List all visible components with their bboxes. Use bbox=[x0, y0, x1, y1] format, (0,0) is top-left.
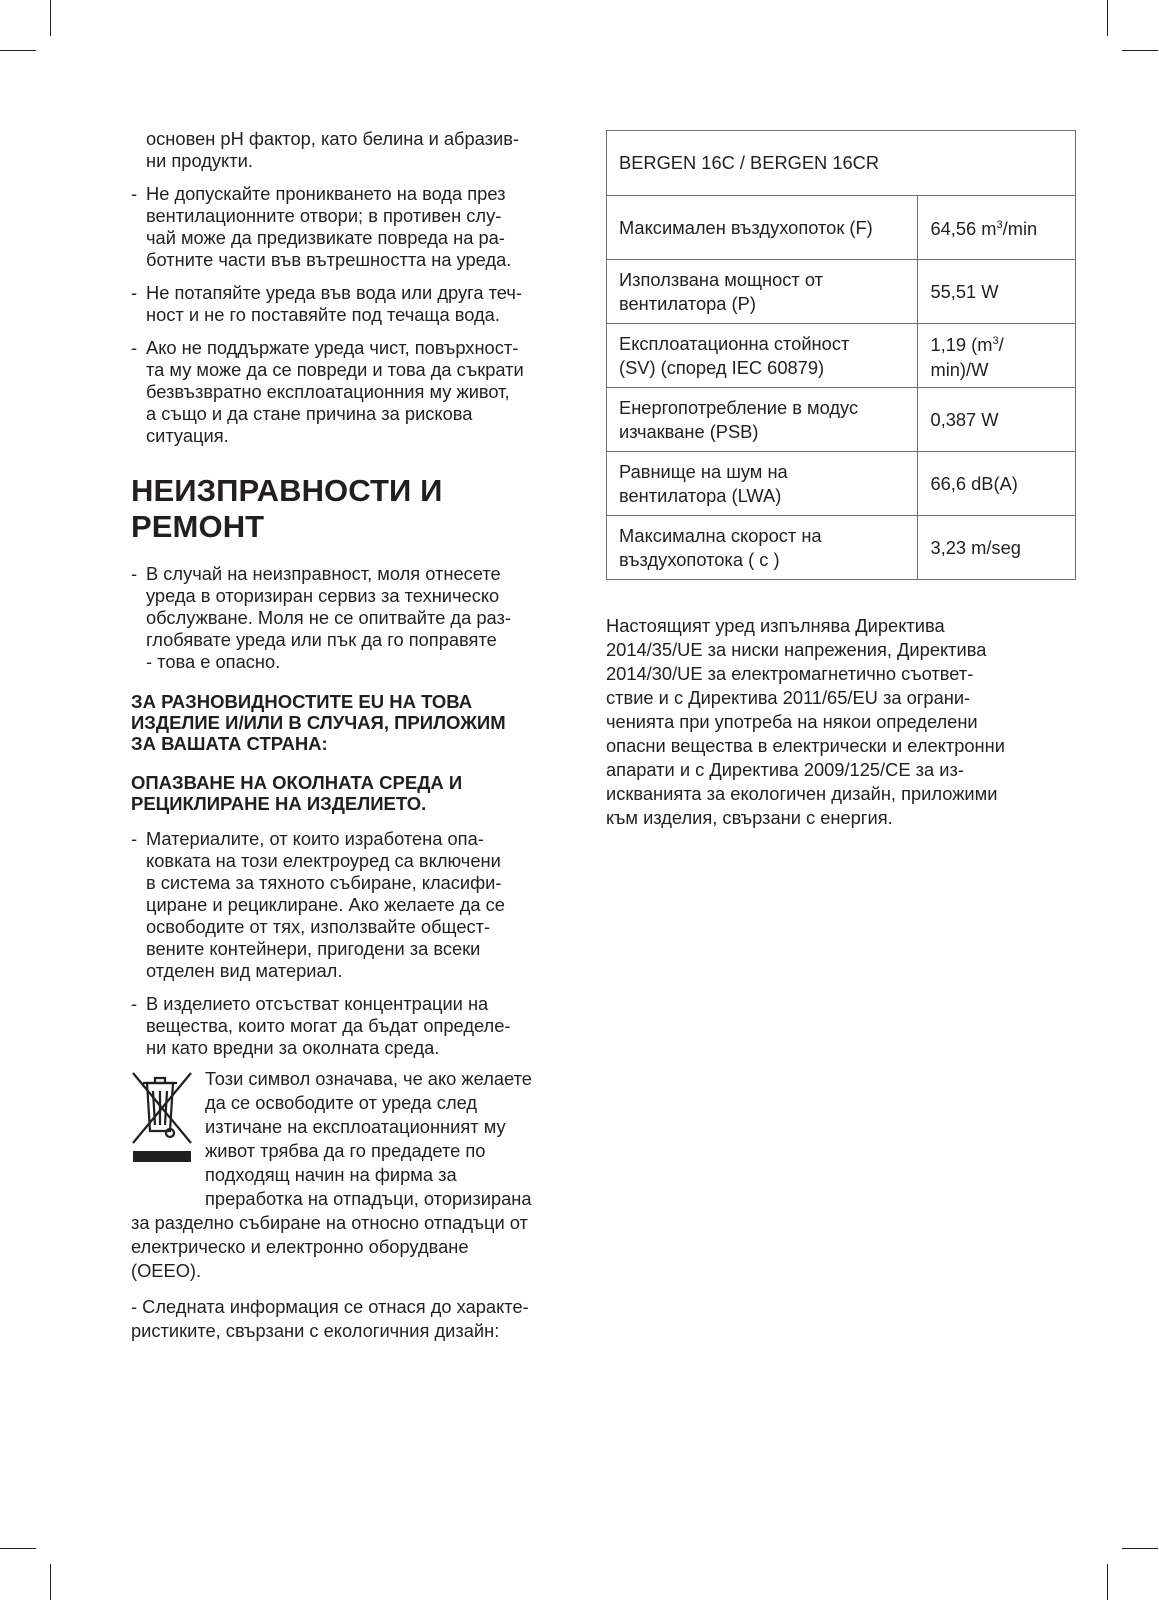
table-row bbox=[607, 196, 1076, 260]
spec-value: 3,23 m/seg bbox=[918, 516, 1076, 580]
crossed-out-wheelie-bin-icon bbox=[129, 1069, 195, 1163]
crop-mark bbox=[0, 1548, 36, 1549]
crop-mark bbox=[1122, 50, 1158, 51]
repair-bullet: - В случай на неизправност, моля отнесете уреда в оторизиран сервиз за техническо обслужване. Моля не се опитвайте да раз- глобявате уреда или пък да го поправяте - това е опасно. bbox=[131, 563, 511, 672]
right-column bbox=[606, 130, 1076, 830]
weee-text: Този символ означава, че ако желаете да се освободите от уреда след изтичане на експлоатационният му живот трябва да го предадете по подходящ начин на фирма за преработка на отпадъци, оторизирана bbox=[205, 1068, 532, 1209]
weee-notice bbox=[131, 1067, 571, 1211]
spec-label: Равнище на шум на вентилатора (LWA) bbox=[607, 452, 918, 516]
table-row bbox=[607, 324, 1076, 388]
crop-mark bbox=[50, 1564, 51, 1600]
table-row bbox=[607, 388, 1076, 452]
care-bullet: - Ако не поддържате уреда чист, повърхност- та му може да се повреди и това да съкрати безвъзвратно експлоатационния му живот, а също и да стане причина за рискова ситуация. bbox=[131, 337, 524, 446]
spec-label: Експлоатационна стойност (SV) (според IEC 60879) bbox=[607, 324, 918, 388]
crop-mark bbox=[1107, 0, 1108, 36]
weee-text-continued: за разделно събиране на относно отпадъци от електрическо и електронно оборудване (OEEO). bbox=[131, 1212, 528, 1281]
section-title: НЕИЗПРАВНОСТИ И РЕМОНТ bbox=[131, 473, 443, 544]
spec-label: Използвана мощност от вентилатора (P) bbox=[607, 260, 918, 324]
spec-label: Максимална скорост на въздухопотока ( c ) bbox=[607, 516, 918, 580]
table-row bbox=[607, 260, 1076, 324]
intro-continuation: основен pH фактор, като белина и абразив- ни продукти. bbox=[146, 128, 520, 171]
spec-value: 0,387 W bbox=[918, 388, 1076, 452]
eu-heading: ЗА РАЗНОВИДНОСТИТЕ EU НА ТОВА ИЗДЕЛИЕ И/ИЛИ В СЛУЧАЯ, ПРИЛОЖИМ ЗА ВАШАТА СТРАНА: bbox=[131, 691, 506, 754]
spec-value: 1,19 ($m^3/$ min)/W bbox=[918, 324, 1076, 388]
care-bullet: - Не допускайте проникването на вода през вентилационните отвори; в противен слу- чай може да предизвикате повреда на ра- ботните части във вътрешността на уреда. bbox=[131, 183, 512, 270]
table-row bbox=[607, 516, 1076, 580]
care-bullet: - Не потапяйте уреда във вода или друга теч- ност и не го поставяйте под течаща вода. bbox=[131, 282, 522, 325]
spec-value: 66,6 dB(A) bbox=[918, 452, 1076, 516]
crop-mark bbox=[1107, 1564, 1108, 1600]
crop-mark bbox=[0, 50, 36, 51]
spec-label: Енергопотребление в модус изчакване (PSB) bbox=[607, 388, 918, 452]
spec-value: 64,56 $m^3/\min$ bbox=[918, 196, 1076, 260]
directive-compliance-text: Настоящият уред изпълнява Директива 2014/35/UE за ниски напрежения, Директива 2014/30/UE за електромагнетично съответ- ствие и с Директива 2011/65/EU за ограни- ченията при употреба на някои определени опасни вещества в електрически и електронни апарати и с Директива 2009/125/CE за из- искванията за екологичен дизайн, приложими към изделия, свързани с енергия. bbox=[606, 615, 1005, 828]
left-column bbox=[131, 128, 571, 1343]
spec-value: 55,51 W bbox=[918, 260, 1076, 324]
crop-mark bbox=[50, 0, 51, 36]
env-bullet: - В изделието отсъстват концентрации на вещества, които могат да бъдат определе- ни като вредни за околната среда. bbox=[131, 993, 511, 1058]
spec-table-model: BERGEN 16C / BERGEN 16CR bbox=[607, 131, 1076, 196]
spec-table bbox=[606, 130, 1076, 580]
environment-heading: ОПАЗВАНЕ НА ОКОЛНАТА СРЕДА И РЕЦИКЛИРАНЕ НА ИЗДЕЛИЕТО. bbox=[131, 772, 463, 814]
env-bullet: - Материалите, от които изработена опа- ковката на този електроуред са включени в система за тяхното събиране, класифи- циране и рециклиране. Ако желаете да се освободите от тях, използвайте общест- вените контейнери, пригодени за всеки отделен вид материал. bbox=[131, 828, 505, 981]
table-row bbox=[607, 452, 1076, 516]
crop-mark bbox=[1122, 1548, 1158, 1549]
spec-label: Максимален въздухопоток (F) bbox=[607, 196, 918, 260]
ecodesign-note: - Следната информация се отнася до характе- ристиките, свързани с екологичния дизайн: bbox=[131, 1296, 529, 1341]
